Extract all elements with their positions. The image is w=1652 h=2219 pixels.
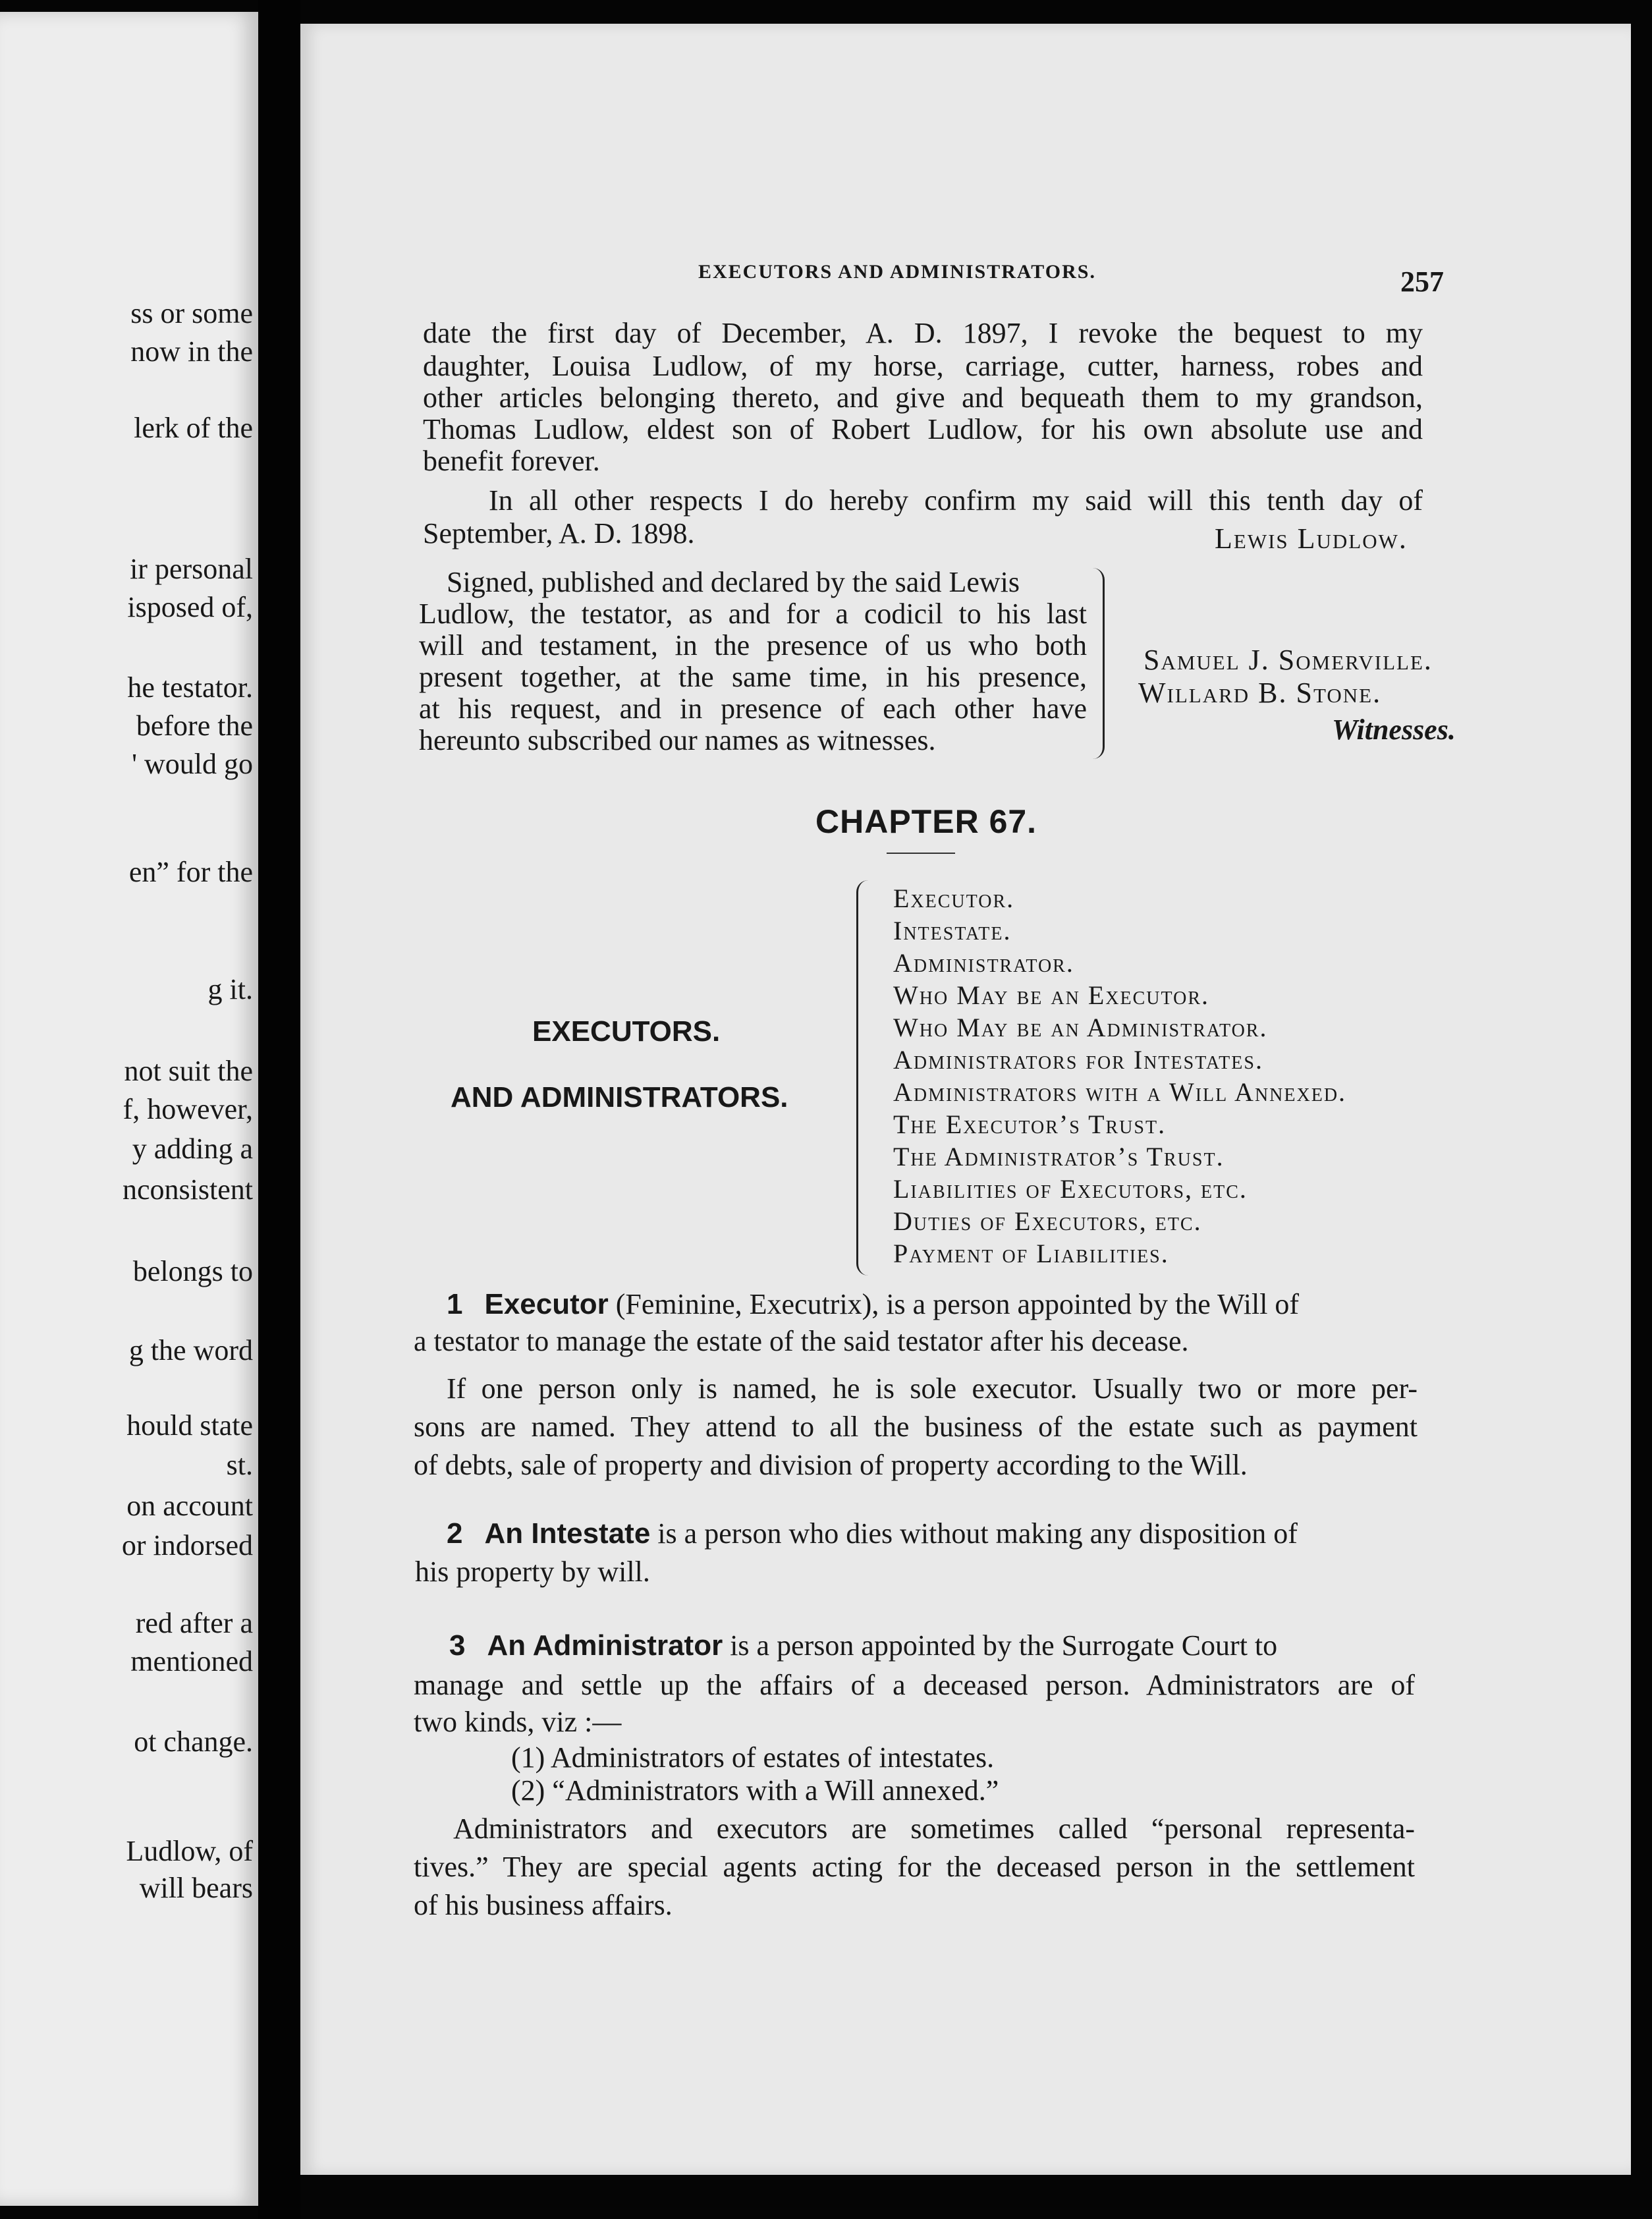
chapter-subject: EXECUTORS.: [532, 1015, 721, 1048]
left-page-line: isposed of,: [127, 591, 253, 623]
section-term: An Administrator: [487, 1629, 723, 1662]
witness-name: Willard B. Stone.: [1138, 677, 1382, 709]
testator-signature: Lewis Ludlow.: [1215, 522, 1408, 555]
left-page-line: g the word: [128, 1334, 253, 1366]
section-3-line: two kinds, viz :—: [414, 1706, 622, 1738]
section-number: 1: [447, 1288, 463, 1320]
contents-item: The Executor’s Trust.: [893, 1110, 1167, 1139]
left-page-line: ss or some: [130, 297, 253, 329]
left-page-line: en” for the: [128, 856, 253, 888]
section-number: 3: [449, 1629, 466, 1662]
administrator-kind: (1) Administrators of estates of intestates.: [511, 1741, 995, 1774]
section-3-line: manage and settle up the affairs of a deceased person. Administrators are of: [414, 1671, 1415, 1701]
contents-item: The Administrator’s Trust.: [893, 1142, 1225, 1171]
left-page-line: ot change.: [134, 1726, 253, 1758]
left-page-line: nconsistent: [123, 1173, 253, 1206]
chapter-rule: [887, 853, 955, 854]
contents-brace: [856, 880, 873, 1276]
confirm-line: In all other respects I do hereby confirm my said will this tenth day of: [489, 486, 1423, 517]
codicil-line: daughter, Louisa Ludlow, of my horse, carriage, cutter, harness, robes and: [423, 352, 1423, 382]
section-text: is a person appointed by the Surrogate Court to: [730, 1629, 1278, 1662]
left-page-line: before the: [136, 710, 253, 742]
contents-item: Executor.: [893, 884, 1015, 913]
left-page-line: f, however,: [123, 1093, 253, 1125]
left-page-line: mentioned: [130, 1645, 253, 1677]
left-page-line: y adding a: [132, 1133, 253, 1165]
section-1-para: sons are named. They attend to all the business of the estate such as payment: [414, 1413, 1418, 1443]
attestation-brace: [1088, 568, 1105, 759]
section-term: Executor: [484, 1288, 609, 1320]
contents-item: Administrators with a Will Annexed.: [893, 1077, 1347, 1107]
witness-name: Samuel J. Somerville.: [1143, 644, 1433, 676]
left-page-line: he testator.: [127, 671, 253, 704]
section-1-para: If one person only is named, he is sole executor. Usually two or more per-: [447, 1374, 1418, 1405]
section-2-line: his property by will.: [415, 1556, 650, 1588]
running-head: EXECUTORS AND ADMINISTRATORS.: [698, 261, 1096, 283]
contents-item: Administrator.: [893, 948, 1074, 978]
contents-item: Administrators for Intestates.: [893, 1045, 1263, 1075]
left-page-line: now in the: [130, 335, 253, 368]
contents-item: Intestate.: [893, 916, 1012, 945]
left-page-line: lerk of the: [134, 412, 253, 444]
section-number: 2: [447, 1517, 463, 1550]
contents-item: Who May be an Executor.: [893, 980, 1210, 1010]
left-page-line: ir personal: [130, 553, 253, 585]
section-3-closing: Administrators and executors are sometimes called “personal representa-: [453, 1814, 1415, 1845]
codicil-line: benefit forever.: [423, 445, 600, 477]
contents-item: Duties of Executors, etc.: [893, 1206, 1202, 1236]
contents-item: Liabilities of Executors, etc.: [893, 1174, 1248, 1204]
administrator-kind: (2) “Administrators with a Will annexed.”: [511, 1774, 999, 1807]
attestation-line: present together, at the same time, in his presence,: [419, 663, 1087, 693]
left-page-line: will bears: [139, 1872, 253, 1904]
section-3-closing: of his business affairs.: [414, 1889, 673, 1921]
left-page-line: g it.: [207, 973, 253, 1005]
attestation-line: at his request, and in presence of each other have: [419, 694, 1087, 725]
contents-item: Who May be an Administrator.: [893, 1013, 1268, 1042]
section-3-line: [449, 1631, 1277, 1660]
chapter-title: CHAPTER 67.: [815, 803, 1037, 840]
codicil-line: Thomas Ludlow, eldest son of Robert Ludlow, for his own absolute use and: [423, 415, 1423, 445]
attestation-line: will and testament, in the presence of us who both: [419, 631, 1087, 661]
section-1-para: of debts, sale of property and division of property according to the Will.: [414, 1449, 1248, 1481]
page-number: 257: [1400, 266, 1444, 298]
attestation-line: Signed, published and declared by the said Lewis: [447, 566, 1020, 598]
section-text: (Feminine, Executrix), is a person appointed by the Will of: [615, 1288, 1300, 1320]
attestation-line: Ludlow, the testator, as and for a codicil to his last: [419, 600, 1087, 630]
contents-item: Payment of Liabilities.: [893, 1239, 1169, 1268]
section-term: An Intestate: [484, 1517, 651, 1550]
section-2-line: [447, 1519, 1298, 1548]
attestation-line: hereunto subscribed our names as witnesses.: [419, 724, 936, 756]
left-page-line: belongs to: [132, 1255, 253, 1287]
chapter-subject: AND ADMINISTRATORS.: [451, 1081, 788, 1113]
left-page-line: not suit the: [124, 1055, 253, 1087]
section-1-line: a testator to manage the estate of the said testator after his decease.: [414, 1325, 1189, 1357]
section-1-line: [447, 1290, 1299, 1319]
left-page-line: hould state: [126, 1409, 253, 1442]
section-3-closing: tives.” They are special agents acting for the deceased person in the settlement: [414, 1853, 1415, 1883]
left-page-line: red after a: [135, 1607, 253, 1639]
section-text: is a person who dies without making any disposition of: [657, 1517, 1298, 1550]
left-page-fragment: [0, 12, 258, 2206]
confirm-line: September, A. D. 1898.: [423, 517, 695, 549]
left-page-line: on account: [126, 1490, 253, 1522]
right-page: [300, 24, 1631, 2175]
left-page-line: Ludlow, of: [126, 1835, 253, 1867]
codicil-line: other articles belonging thereto, and give and bequeath them to my grandson,: [423, 383, 1423, 414]
left-page-line: ' would go: [132, 748, 253, 780]
left-page-line: or indorsed: [121, 1529, 253, 1561]
left-page-line: st.: [226, 1449, 253, 1481]
codicil-line: date the first day of December, A. D. 1897, I revoke the bequest to my: [423, 319, 1423, 349]
book-gutter: [258, 0, 300, 2219]
witnesses-label: Witnesses.: [1332, 714, 1456, 746]
